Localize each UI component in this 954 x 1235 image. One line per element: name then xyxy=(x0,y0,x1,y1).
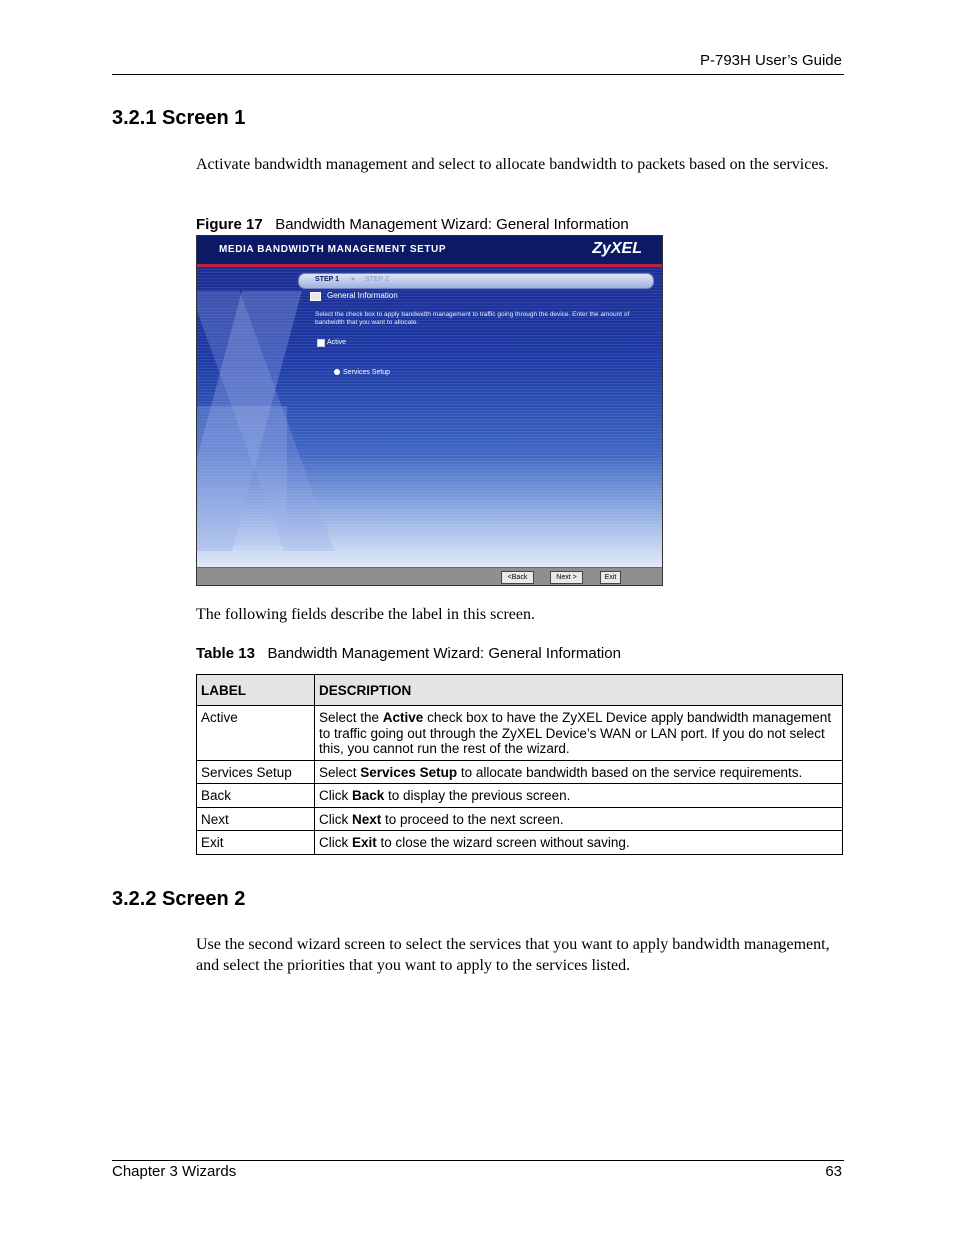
wizard-title-divider xyxy=(197,264,662,267)
row-description xyxy=(315,706,843,761)
column-header-label: LABEL xyxy=(197,675,315,706)
section-1-intro: Activate bandwidth management and select to allocate bandwidth to packets based on the services. xyxy=(196,156,829,173)
row-label: Active xyxy=(197,706,315,761)
exit-button[interactable]: Exit xyxy=(600,571,621,584)
description-text: to proceed to the next screen. xyxy=(381,811,564,827)
footer-rule xyxy=(112,1160,844,1161)
description-text: Select the xyxy=(319,710,383,725)
description-text: to allocate bandwidth based on the service requirements. xyxy=(457,764,803,780)
description-text: to close the wizard screen without saving. xyxy=(376,835,630,850)
figure-caption-text: Bandwidth Management Wizard: General Information xyxy=(275,216,629,233)
fields-table xyxy=(196,674,843,855)
row-description xyxy=(315,760,843,784)
footer-chapter: Chapter 3 Wizards xyxy=(112,1163,237,1180)
header-rule xyxy=(112,74,844,75)
back-button[interactable]: <Back xyxy=(501,571,534,584)
wizard-button-bar xyxy=(197,567,662,586)
section-2-intro: Use the second wizard screen to select the services that you want to apply bandwidth management, and select the priorities that you want to apply to the services listed. xyxy=(196,936,830,974)
description-text: to display the previous screen. xyxy=(384,788,571,803)
wizard-screenshot xyxy=(196,235,663,586)
description-text: Click xyxy=(319,811,352,827)
figure-label: Figure 17 xyxy=(196,216,263,233)
description-term: Exit xyxy=(352,835,377,850)
table-row xyxy=(197,807,843,831)
row-description xyxy=(315,784,843,808)
description-term: Active xyxy=(382,710,424,725)
figure-caption xyxy=(196,216,629,233)
page-number: 63 xyxy=(825,1163,842,1180)
description-text: Click xyxy=(319,788,352,803)
table-label: Table 13 xyxy=(196,645,255,662)
zyxel-logo: ZyXEL xyxy=(592,240,642,257)
step-1-label: STEP 1 xyxy=(315,276,339,283)
row-description xyxy=(315,831,843,855)
description-term: Next xyxy=(352,811,382,827)
wizard-step-bar xyxy=(298,273,654,289)
step-separator: » xyxy=(351,276,355,283)
section-heading-screen-1: 3.2.1 Screen 1 xyxy=(112,107,246,129)
wizard-title: MEDIA BANDWIDTH MANAGEMENT SETUP xyxy=(219,244,447,255)
next-button[interactable]: Next > xyxy=(550,571,583,584)
row-label: Back xyxy=(197,784,315,808)
decorative-x-shape xyxy=(197,406,287,546)
description-term: Back xyxy=(352,788,385,803)
fields-intro: The following fields describe the label in this screen. xyxy=(196,606,536,623)
table-caption-text: Bandwidth Management Wizard: General Information xyxy=(267,645,621,662)
table-row xyxy=(197,760,843,784)
table-row xyxy=(197,784,843,808)
running-header: P-793H User’s Guide xyxy=(699,52,842,69)
row-label: Next xyxy=(197,807,315,831)
arrow-circle-icon xyxy=(334,369,340,375)
description-text: Click xyxy=(319,835,352,850)
active-checkbox-label: Active xyxy=(327,339,347,346)
services-setup-link[interactable]: Services Setup xyxy=(343,369,391,376)
folder-icon xyxy=(310,292,321,301)
table-caption xyxy=(196,645,621,662)
wizard-description: Select the check box to apply bandwidth management to traffic going through the device. Enter the amount of bandwidth that you want to allocate. xyxy=(315,311,630,326)
wizard-section-title: General Information xyxy=(327,291,398,300)
step-2-label: STEP 2 xyxy=(365,276,389,283)
table-header-row xyxy=(197,675,843,706)
row-label: Services Setup xyxy=(197,760,315,784)
description-text: check box to have the ZyXEL Device apply bandwidth management to traffic going out through the ZyXEL Device’s WAN or LAN port. If you do not select this, you cannot run the rest of the wizard. xyxy=(319,710,832,756)
row-label: Exit xyxy=(197,831,315,855)
row-description xyxy=(315,807,843,831)
column-header-description: DESCRIPTION xyxy=(315,675,843,706)
table-row xyxy=(197,706,843,761)
description-text: Select xyxy=(319,764,361,780)
description-term: Services Setup xyxy=(360,764,458,780)
table-row xyxy=(197,831,843,855)
section-heading-screen-2: 3.2.2 Screen 2 xyxy=(112,888,246,910)
active-checkbox[interactable] xyxy=(317,339,325,347)
